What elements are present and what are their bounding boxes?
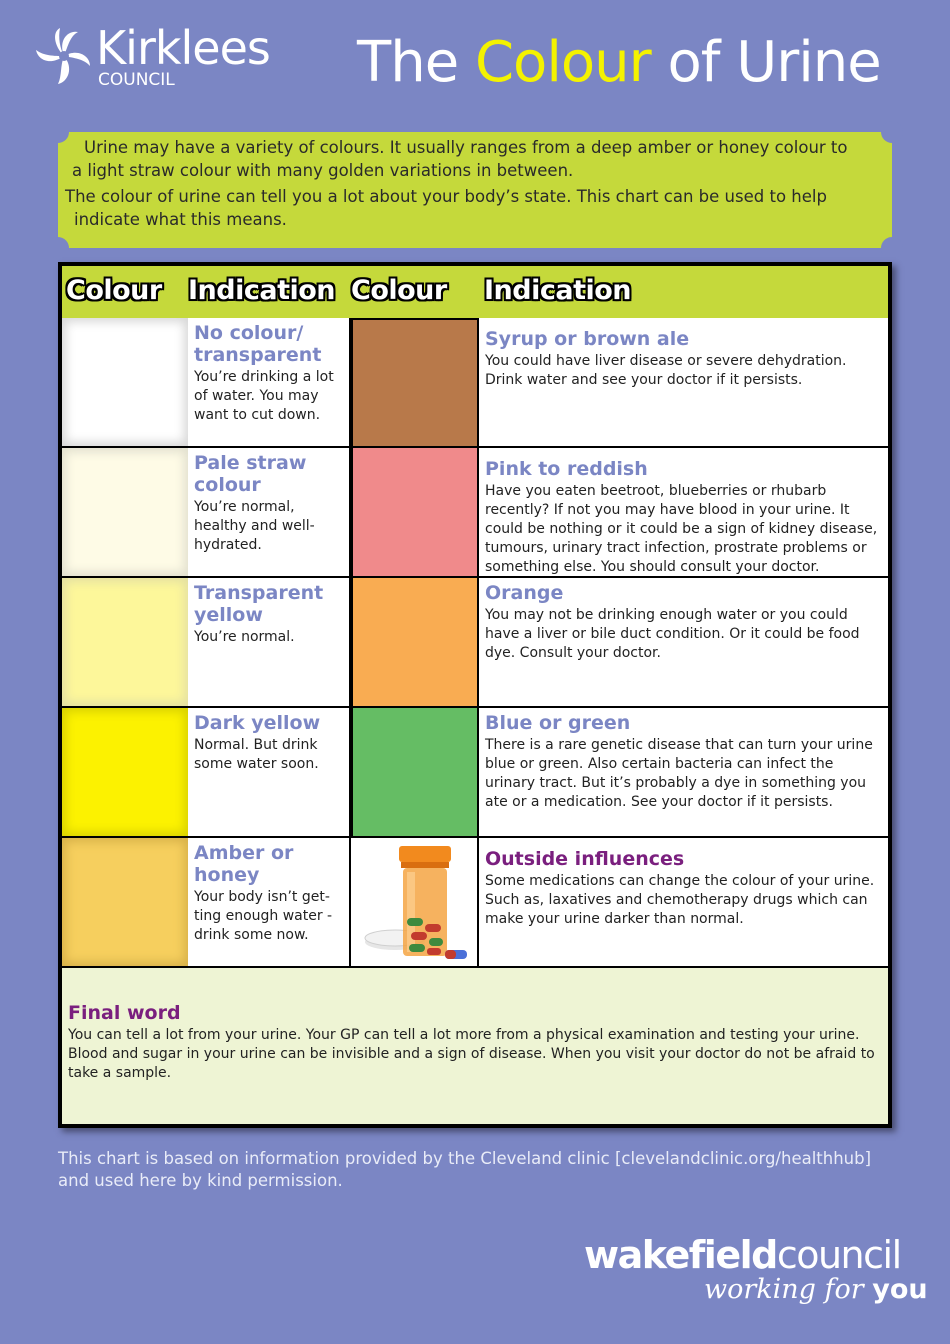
council-word: council [776,1233,901,1277]
table-header [62,266,888,318]
intro-panel [58,132,892,248]
indication-cell [479,578,888,706]
indication-text: You could have liver disease or severe dehydration. Drink water and see your doctor if it persists. [485,353,847,388]
colour-swatch [353,708,477,836]
colour-cell [351,708,477,836]
colour-cell [62,448,188,576]
pill-bottle-cell [351,838,477,966]
indication-text: You’re drinking a lot of water. You may want to cut down. [194,369,334,423]
pill-bottle-icon [351,838,477,966]
colour-swatch [353,448,477,576]
indication-text: You may not be drinking enough water or you could have a liver or bile duct condition. Or it could be food dye. Consult your doctor. [485,607,860,661]
indication-text: There is a rare genetic disease that can turn your urine blue or green. Also certain bacteria can infect the urinary tract. But it’s probably a dye in something you ate or a medication. See your doctor if it persists. [485,737,873,810]
indication-title: Outside influences [485,848,685,870]
indication-text: You’re normal, healthy and well-hydrated. [194,499,315,553]
page-title [357,28,881,98]
indication-text: Normal. But drink some water soon. [194,737,319,772]
header-colour: Colour [351,275,447,306]
wakefield-tagline [704,1274,928,1306]
indication-cell [188,318,349,446]
notch [47,121,69,143]
indication-title: Pink to reddish [485,458,648,480]
kirklees-swirl-icon [34,26,94,86]
colour-swatch [62,838,188,966]
kirklees-council-logo [34,21,284,92]
wakefield-word: wakefield [584,1233,777,1277]
colour-cell [62,838,188,966]
title-highlight: Colour [474,30,651,95]
kirklees-name: Kirklees [96,21,270,75]
intro-line: a light straw colour with many golden variations in between. [72,161,574,180]
colour-cell [351,448,477,576]
colour-swatch [62,448,188,576]
footnote-line: and used here by kind permission. [58,1171,343,1190]
indication-title: Transparent yellow [194,582,324,626]
colour-swatch [353,578,477,706]
indication-text: Your body isn’t get-ting enough water - drink some now. [194,889,333,943]
indication-cell [188,448,349,576]
title-pre: The [357,30,475,95]
colour-cell [351,578,477,706]
notch [881,121,903,143]
indication-text: You’re normal. [194,629,295,645]
header-indication: Indication [484,275,632,306]
kirklees-sub: COUNCIL [98,70,175,90]
colour-cell [62,318,188,446]
colour-swatch [353,320,477,446]
title-post: of Urine [650,30,881,95]
indication-text: Some medications can change the colour of your urine. Such as, laxatives and chemotherapy drugs which can make your urine darker than normal. [485,873,875,927]
intro-line: Urine may have a variety of colours. It usually ranges from a deep amber or honey colour to [84,138,848,157]
indication-title: No colour/ transparent [194,322,322,366]
colour-swatch [62,578,188,706]
indication-cell [188,708,349,836]
urine-colour-table [58,262,892,1128]
tagline-a: working for [704,1274,873,1305]
colour-cell [62,578,188,706]
indication-cell [479,838,888,966]
indication-title: Orange [485,582,564,604]
indication-cell [188,578,349,706]
final-word-panel [62,968,888,1124]
indication-cell [479,708,888,836]
notch [881,237,903,259]
final-word-text: You can tell a lot from your urine. Your GP can tell a lot more from a physical examination and testing your urine. Blood and sugar in your urine can be invisible and a sign of disease. When you visit your doctor do not be afraid to take a sample. [68,1027,875,1081]
indication-title: Pale straw colour [194,452,307,496]
indication-title: Syrup or brown ale [485,328,690,350]
wakefield-council-logo [584,1232,928,1316]
colour-cell [351,318,477,446]
colour-swatch [62,318,188,446]
indication-title: Amber or honey [194,842,294,886]
indication-cell [188,838,349,966]
tagline-b: you [872,1274,928,1305]
notch [47,237,69,259]
indication-title: Blue or green [485,712,631,734]
footnote-line: This chart is based on information provided by the Cleveland clinic [clevelandclinic.org/healthhub] [58,1149,872,1168]
indication-text: Have you eaten beetroot, blueberries or rhubarb recently? If not you may have blood in your urine. It could be nothing or it could be a sign of kidney disease, tumours, urinary tract infection, prostrate problems or something else. You should consult your doctor. [485,483,878,575]
colour-swatch [62,708,188,836]
indication-cell [479,318,888,446]
intro-line: The colour of urine can tell you a lot about your body’s state. This chart can be used to help [65,187,827,206]
final-word-title: Final word [68,1002,181,1024]
indication-cell [479,448,888,576]
header-indication: Indication [188,275,336,306]
colour-cell [62,708,188,836]
indication-title: Dark yellow [194,712,321,734]
intro-line: indicate what this means. [74,210,287,229]
wakefield-wordmark [584,1232,901,1278]
source-footnote [58,1148,898,1192]
header-colour: Colour [66,275,162,306]
